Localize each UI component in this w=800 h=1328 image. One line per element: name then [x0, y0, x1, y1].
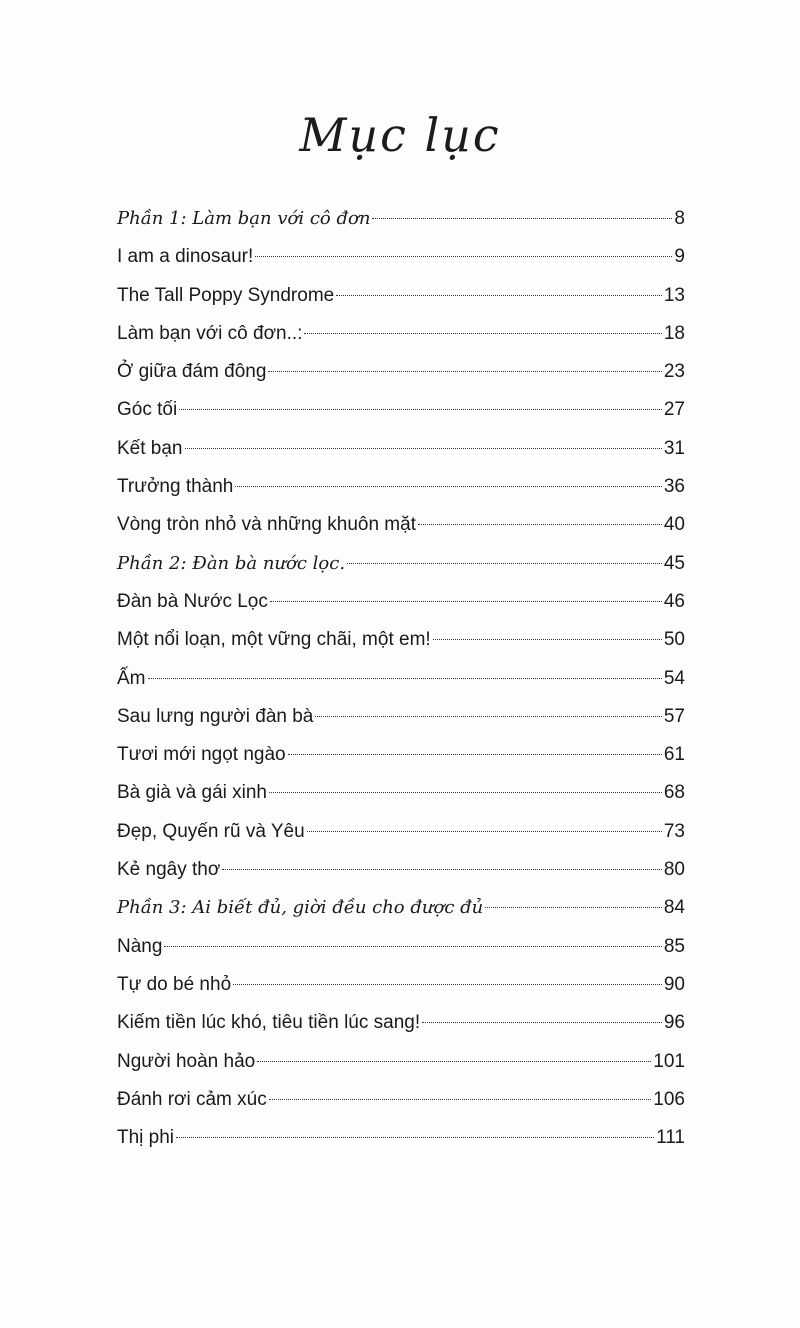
- toc-entry-label: Bà già và gái xinh: [117, 782, 267, 804]
- dot-leader: [164, 946, 661, 947]
- toc-entry-label: Ấm: [117, 667, 146, 689]
- toc-entry-label: Góc tối: [117, 399, 178, 421]
- toc-entry-label: Ở giữa đám đông: [117, 361, 267, 383]
- toc-entry: [117, 774, 685, 812]
- page-title: Mục lục: [299, 108, 501, 162]
- dot-leader: [222, 869, 662, 870]
- dot-leader: [269, 792, 662, 793]
- dot-leader: [304, 333, 661, 334]
- toc-entry: [117, 583, 685, 621]
- toc-entry: [117, 813, 685, 851]
- toc-entry: [117, 430, 685, 468]
- dot-leader: [288, 754, 662, 755]
- toc-page-number: 36: [663, 476, 685, 498]
- toc-entry: [117, 277, 685, 315]
- toc-page-number: 27: [663, 399, 685, 421]
- toc-page-number: 73: [663, 820, 685, 842]
- toc-entry-label: Làm bạn với cô đơn..:: [117, 322, 303, 344]
- toc-entry: [117, 391, 685, 429]
- toc-page-number: 61: [663, 744, 685, 766]
- toc-page-number: 31: [663, 437, 685, 459]
- toc-entry-label: Phần 3: Ai biết đủ, giời đều cho được đủ: [117, 897, 484, 919]
- toc-page-number: 80: [663, 859, 685, 881]
- toc-page-number: 96: [663, 1012, 685, 1034]
- toc-entry-label: Kết bạn: [117, 437, 183, 459]
- dot-leader: [433, 639, 662, 640]
- dot-leader: [268, 371, 661, 372]
- toc-entry-label: I am a dinosaur!: [117, 246, 254, 268]
- toc-page-number: 106: [653, 1088, 685, 1110]
- toc-entry: [117, 1004, 685, 1042]
- toc-entry: [117, 1119, 685, 1157]
- dot-leader: [179, 409, 662, 410]
- toc-entry-label: Nàng: [117, 935, 163, 957]
- toc-page-number: 111: [656, 1127, 685, 1149]
- toc-entry-label: Tự do bé nhỏ: [117, 973, 232, 995]
- toc-entry: [117, 698, 685, 736]
- toc-entry-label: The Tall Poppy Syndrome: [117, 284, 335, 306]
- toc-page-number: 40: [663, 514, 685, 536]
- dot-leader: [485, 907, 662, 908]
- toc-page-number: 57: [663, 705, 685, 727]
- toc-entry-label: Kiếm tiền lúc khó, tiêu tiền lúc sang!: [117, 1012, 421, 1034]
- toc-page-number: 90: [663, 973, 685, 995]
- toc-page-number: 85: [663, 935, 685, 957]
- toc-entry: [117, 736, 685, 774]
- table-of-contents: [117, 200, 685, 1157]
- toc-entry: [117, 966, 685, 1004]
- dot-leader: [347, 563, 662, 564]
- toc-entry-label: Vòng tròn nhỏ và những khuôn mặt: [117, 514, 416, 536]
- toc-entry-label: Thị phi: [117, 1127, 175, 1149]
- dot-leader: [372, 218, 672, 219]
- dot-leader: [307, 831, 662, 832]
- toc-entry: [117, 621, 685, 659]
- toc-page-number: 68: [663, 782, 685, 804]
- toc-entry-label: Một nổi loạn, một vững chãi, một em!: [117, 629, 431, 651]
- toc-entry-label: Kẻ ngây thơ: [117, 859, 221, 881]
- toc-page-number: 101: [653, 1050, 685, 1072]
- toc-entry-label: Tươi mới ngọt ngào: [117, 744, 286, 766]
- toc-entry: [117, 1043, 685, 1081]
- toc-entry: [117, 315, 685, 353]
- toc-entry: [117, 238, 685, 276]
- dot-leader: [270, 601, 662, 602]
- dot-leader: [148, 678, 662, 679]
- toc-page-number: 50: [663, 629, 685, 651]
- dot-leader: [176, 1137, 654, 1138]
- dot-leader: [255, 256, 672, 257]
- toc-page-number: 18: [663, 322, 685, 344]
- toc-entry: [117, 660, 685, 698]
- toc-entry: [117, 353, 685, 391]
- dot-leader: [422, 1022, 662, 1023]
- toc-page-number: 54: [663, 667, 685, 689]
- toc-page-number: 45: [663, 552, 685, 574]
- toc-entry: [117, 928, 685, 966]
- toc-entry: [117, 468, 685, 506]
- toc-entry: [117, 1081, 685, 1119]
- toc-part-heading: [117, 889, 685, 927]
- dot-leader: [233, 984, 662, 985]
- toc-entry: [117, 851, 685, 889]
- toc-part-heading: [117, 545, 685, 583]
- dot-leader: [269, 1099, 652, 1100]
- toc-page-number: 13: [663, 284, 685, 306]
- dot-leader: [257, 1061, 651, 1062]
- dot-leader: [418, 524, 662, 525]
- toc-entry-label: Đẹp, Quyến rũ và Yêu: [117, 820, 305, 842]
- toc-entry-label: Đàn bà Nước Lọc: [117, 590, 268, 612]
- toc-entry-label: Người hoàn hảo: [117, 1050, 256, 1072]
- dot-leader: [315, 716, 661, 717]
- toc-entry-label: Đánh rơi cảm xúc: [117, 1088, 267, 1110]
- toc-page-number: 46: [663, 590, 685, 612]
- toc-entry-label: Sau lưng người đàn bà: [117, 705, 314, 727]
- toc-page-number: 84: [663, 897, 685, 919]
- toc-entry-label: Phần 1: Làm bạn với cô đơn: [117, 208, 371, 229]
- toc-entry: [117, 506, 685, 544]
- toc-page-number: 23: [663, 361, 685, 383]
- toc-page-number: 8: [674, 208, 685, 229]
- toc-entry-label: Trưởng thành: [117, 476, 234, 498]
- dot-leader: [336, 295, 662, 296]
- dot-leader: [185, 448, 662, 449]
- toc-entry-label: Phần 2: Đàn bà nước lọc.: [117, 552, 346, 574]
- toc-part-heading: [117, 200, 685, 238]
- toc-page-number: 9: [674, 246, 685, 268]
- dot-leader: [235, 486, 661, 487]
